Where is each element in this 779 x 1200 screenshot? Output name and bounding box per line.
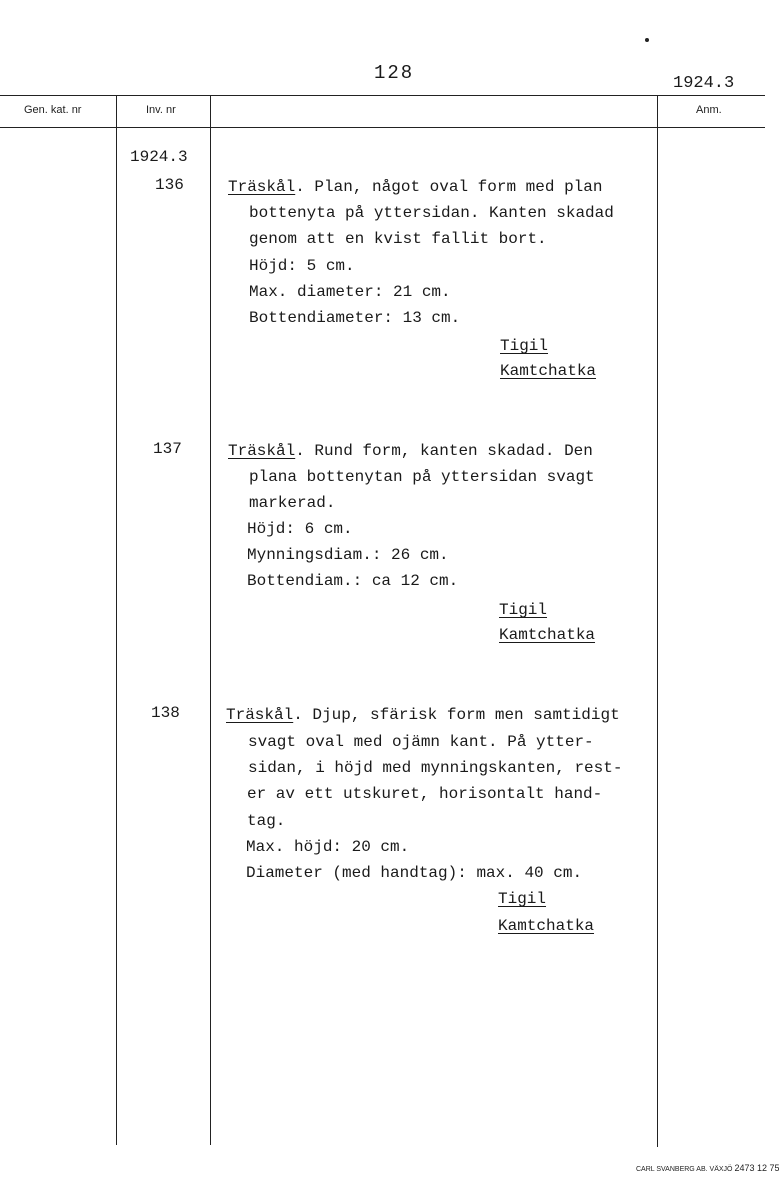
- entry-text: sidan, i höjd med mynningskanten, rest-: [248, 759, 623, 777]
- entry-text: . Djup, sfärisk form men samtidigt: [293, 706, 620, 724]
- entry-text: Bottendiameter: 13 cm.: [249, 309, 461, 327]
- entry-text: genom att en kvist fallit bort.: [249, 230, 547, 248]
- entry-text: bottenyta på yttersidan. Kanten skadad: [249, 204, 614, 222]
- entry-text: . Rund form, kanten skadad. Den: [295, 442, 593, 460]
- entry-text: . Plan, något oval form med plan: [295, 178, 603, 196]
- column-header-anm: Anm.: [696, 104, 722, 116]
- entry-place: Tigil: [499, 601, 548, 619]
- entry-text: er av ett utskuret, horisontalt hand-: [247, 785, 603, 803]
- entry-text: Max. höjd: 20 cm.: [246, 838, 410, 856]
- inv-number: 137: [153, 440, 182, 458]
- rule-header: [0, 127, 765, 128]
- rule-col-anm: [657, 127, 658, 1147]
- entry-title: Träskål: [228, 442, 296, 460]
- ink-dot: [645, 38, 649, 42]
- entry-region: Kamtchatka: [498, 917, 595, 935]
- column-header-inv-nr: Inv. nr: [146, 104, 176, 116]
- entry-title: Träskål: [228, 178, 296, 196]
- rule-col-gen: [116, 95, 117, 1145]
- inv-number: 138: [151, 704, 180, 722]
- entry-text: Max. diameter: 21 cm.: [249, 283, 451, 301]
- entry-place: Tigil: [498, 890, 547, 908]
- entry-text: plana bottenytan på yttersidan svagt: [249, 468, 595, 486]
- rule-col-anm-head: [657, 95, 658, 127]
- entry-text: Höjd: 6 cm.: [247, 520, 353, 538]
- form-code: 2473 12 75: [734, 1163, 779, 1173]
- page-number: 128: [374, 62, 415, 84]
- entry-text: Diameter (med handtag): max. 40 cm.: [246, 864, 583, 882]
- entry-text: markerad.: [249, 494, 336, 512]
- entry-text: tag.: [247, 812, 286, 830]
- entry-text: svagt oval med ojämn kant. På ytter-: [248, 733, 594, 751]
- group-label: 1924.3: [130, 148, 188, 166]
- printer-name: CARL SVANBERG AB. VÄXJÖ: [636, 1166, 733, 1173]
- inv-number: 136: [155, 176, 184, 194]
- entry-text: Höjd: 5 cm.: [249, 257, 355, 275]
- rule-col-inv: [210, 95, 211, 1145]
- entry-first-line: [228, 178, 602, 196]
- entry-region: Kamtchatka: [500, 362, 597, 380]
- entry-first-line: [226, 706, 620, 724]
- entry-title: Träskål: [226, 706, 294, 724]
- column-header-gen-kat-nr: Gen. kat. nr: [24, 104, 82, 116]
- entry-text: Mynningsdiam.: 26 cm.: [247, 546, 449, 564]
- ledger-code: 1924.3: [673, 74, 735, 93]
- rule-top: [0, 95, 765, 96]
- entry-region: Kamtchatka: [499, 626, 596, 644]
- printer-imprint: [636, 1163, 779, 1173]
- entry-text: Bottendiam.: ca 12 cm.: [247, 572, 459, 590]
- entry-place: Tigil: [500, 337, 549, 355]
- entry-first-line: [228, 442, 593, 460]
